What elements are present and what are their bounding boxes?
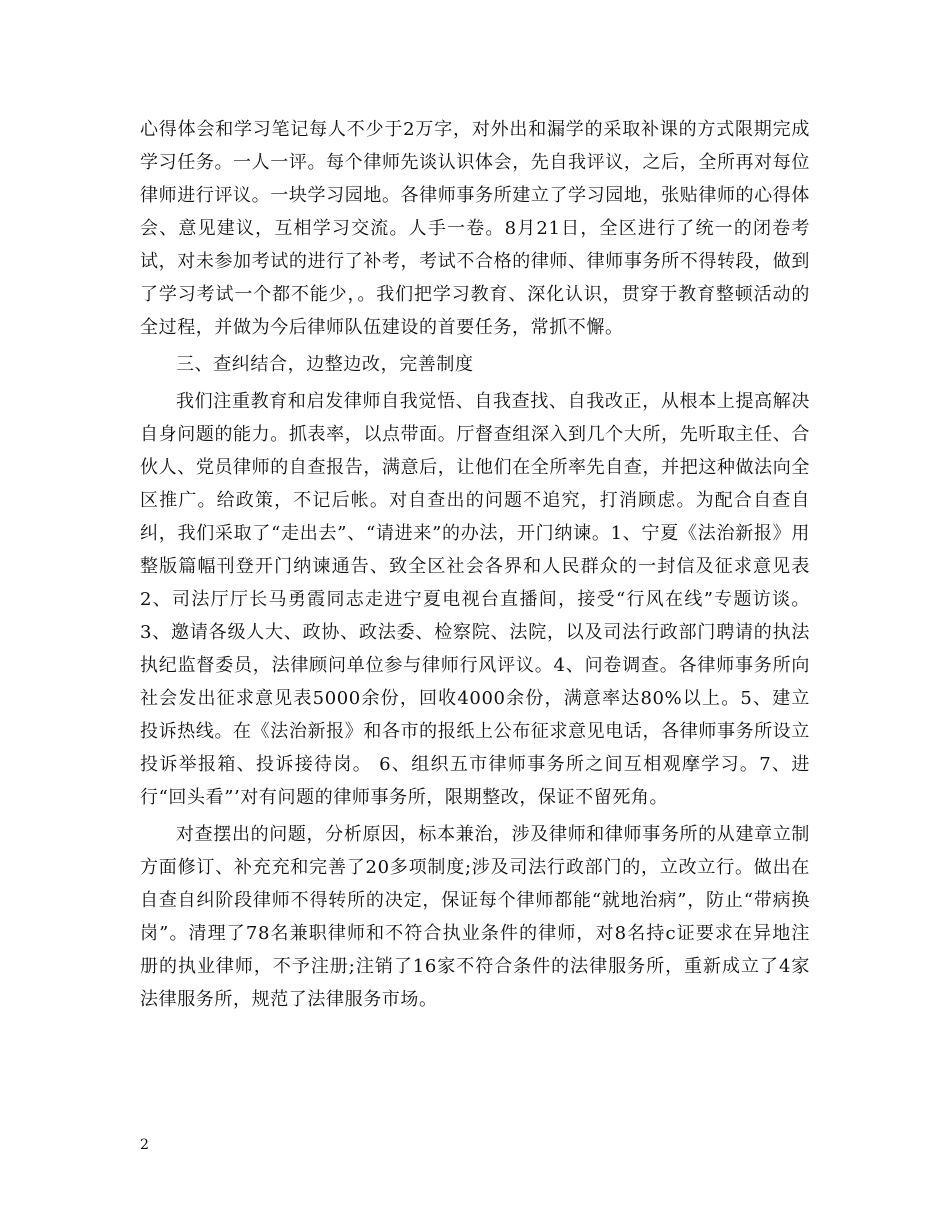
paragraph-1: 心得体会和学习笔记每人不少于2万字，对外出和漏学的采取补课的方式限期完成学习任务。一人一评。每个律师先谈认识体会，先自我评议，之后，全所再对每位律师进行评议。一块学习园地。各律师事务所建立了学习园地，张贴律师的心得体会、意见建议，互相学习交流。人手一卷。8月21日，全区进行了统一的闭卷考试，对未参加考试的进行了补考，考试不合格的律师、律师事务所不得转段，做到了学习考试一个都不能少，。我们把学习教育、深化认识，贯穿于教育整顿活动的全过程，并做为今后律师队伍建设的首要任务，常抓不懈。 — [140, 119, 810, 338]
section-heading: 三、查纠结合，边整边改，完善制度 — [176, 354, 474, 375]
paragraph-2: 我们注重教育和启发律师自我觉悟、自我查找、自我改正，从根本上提高解决自身问题的能力。抓表率，以点带面。厅督查组深入到几个大所，先听取主任、合伙人、党员律师的自查报告，满意后，让他们在全所率先自查，并把这种做法向全区推广。给政策，不记后帐。对自查出的问题不追究，打消顾虑。为配合自查自纠，我们采取了“走出去”、“请进来”的办法，开门纳谏。1、宁夏《法治新报》用整版篇幅刊登开门纳谏通告、致全区社会各界和人民群众的一封信及征求意见表2、司法厅厅长马勇霞同志走进宁夏电视台直播间，接受“行风在线”专题访谈。3、邀请各级人大、政协、政法委、检察院、法院，以及司法行政部门聘请的执法执纪监督委员，法律顾问单位参与律师行风评议。4、问卷调查。各律师事务所向社会发出征求意见表5000余份，回收4000余份，满意率达80%以上。5、建立投诉热线。在《法治新报》和各市的报纸上公布征求意见电话，各律师事务所设立投诉举报箱、投诉接待岗。 6、组织五市律师事务所之间互相观摩学习。7、进行“回头看”’对有问题的律师事务所，限期整改，保证不留死角。 — [140, 391, 810, 808]
document-body — [140, 113, 810, 1016]
page-number: 2 — [140, 1137, 149, 1153]
paragraph-3: 对查摆出的问题，分析原因，标本兼治，涉及律师和律师事务所的从建章立制方面修订、补充充和完善了20多项制度;涉及司法行政部门的，立改立行。做出在自查自纠阶段律师不得转所的决定，保证每个律师都能“就地治病”，防止“带病换岗”。清理了78名兼职律师和不符合执业条件的律师，对8名持c证要求在异地注册的执业律师，不予注册;注销了16家不符合条件的法律服务所，重新成立了4家法律服务所，规范了法律服务市场。 — [140, 824, 810, 1010]
